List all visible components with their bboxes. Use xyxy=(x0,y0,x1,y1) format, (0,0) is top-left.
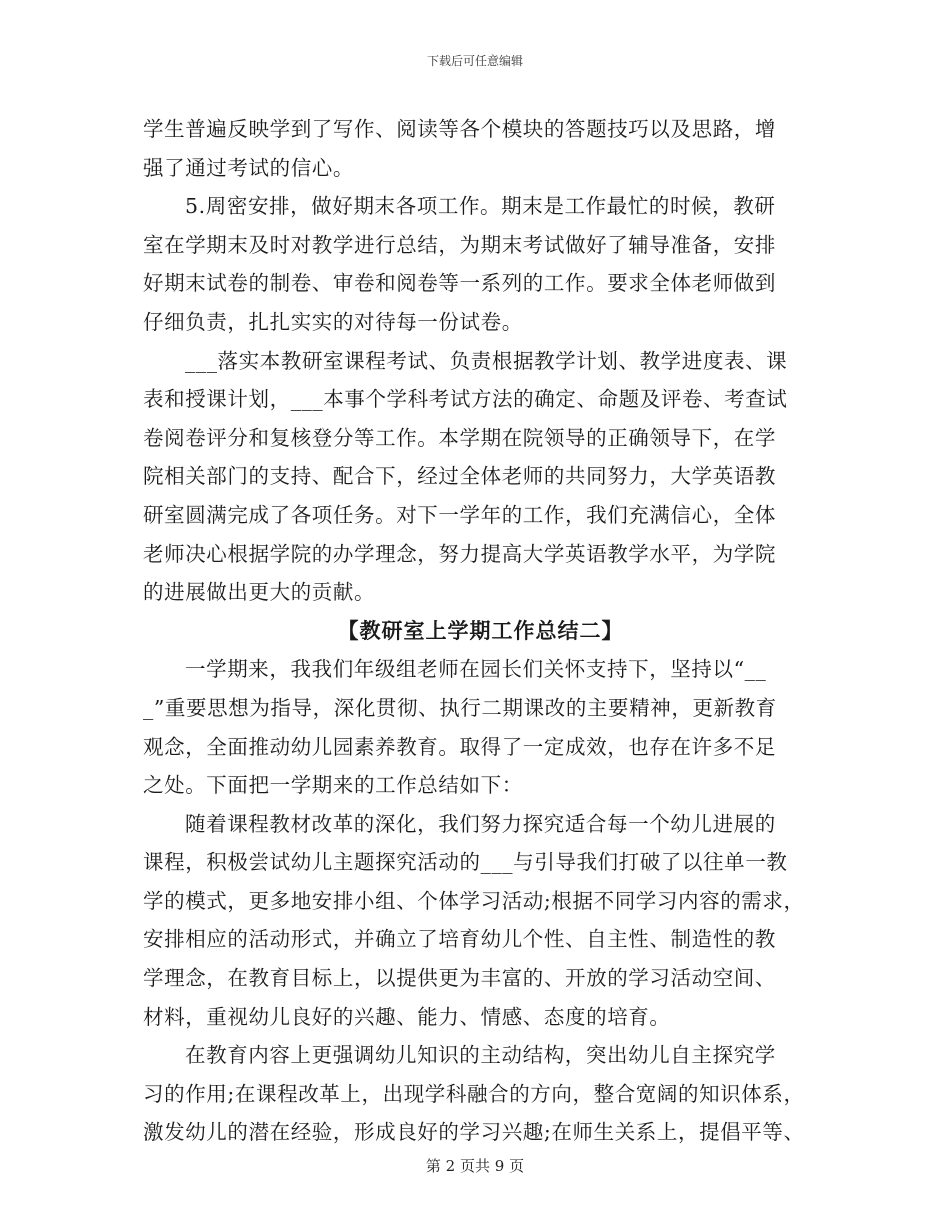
text-line: 室在学期末及时对教学进行总结，为期末考试做好了辅导准备，安排 xyxy=(143,232,776,257)
text-line: 表和授课计划，___本事个学科考试方法的确定、命题及评卷、考查试 xyxy=(143,387,788,412)
text-line: 研室圆满完成了各项任务。对下一学年的工作，我们充满信心，全体 xyxy=(143,502,776,527)
text-line: 学理念，在教育目标上，以提供更为丰富的、开放的学习活动空间、 xyxy=(143,966,776,991)
page-header: 下载后可任意编辑 xyxy=(426,54,523,68)
section-heading: 【教研室上学期工作总结二】 xyxy=(337,617,624,643)
text-line: 课程，积极尝试幼儿主题探究活动的___与引导我们打破了以往单一教 xyxy=(143,850,788,875)
text-line: 仔细负责，扎扎实实的对待每一份试卷。 xyxy=(143,309,523,334)
paragraph-start: 5.周密安排，做好期末各项工作。期末是工作最忙的时候，教研 xyxy=(185,194,776,219)
text-line: 卷阅卷评分和复核登分等工作。本学期在院领导的正确领导下，在学 xyxy=(143,425,776,450)
text-line: 强了通过考试的信心。 xyxy=(143,155,354,180)
text-line: 老师决心根据学院的办学理念，努力提高大学英语教学水平，为学院 xyxy=(143,541,776,566)
text-line: 观念，全面推动幼儿园素养教育。取得了一定成效，也存在许多不足 xyxy=(143,734,776,759)
paragraph-start: ___落实本教研室课程考试、负责根据教学计划、教学进度表、课 xyxy=(185,348,788,373)
paragraph-start: 在教育内容上更强调幼儿知识的主动结构，突出幼儿自主探究学 xyxy=(185,1043,776,1068)
page-footer: 第 2 页共 9 页 xyxy=(425,1157,525,1175)
text-line: 习的作用;在课程改革上，出现学科融合的方向，整合宽阔的知识体系， xyxy=(143,1081,805,1106)
text-line: 激发幼儿的潜在经验，形成良好的学习兴趣;在师生关系上，提倡平等、 xyxy=(143,1120,805,1145)
text-line: _”重要思想为指导，深化贯彻、执行二期课改的主要精神，更新教育 xyxy=(143,695,777,720)
paragraph-start: 一学期来，我我们年级组老师在园长们关怀支持下，坚持以“__ xyxy=(185,657,767,682)
text-line: 安排相应的活动形式，并确立了培育幼儿个性、自主性、制造性的教 xyxy=(143,927,776,952)
text-line: 学的模式，更多地安排小组、个体学习活动;根据不同学习内容的需求， xyxy=(143,888,805,913)
text-line: 好期末试卷的制卷、审卷和阅卷等一系列的工作。要求全体老师做到 xyxy=(143,271,776,296)
text-line: 院相关部门的支持、配合下，经过全体老师的共同努力，大学英语教 xyxy=(143,464,776,489)
text-line: 的进展做出更大的贡献。 xyxy=(143,580,376,605)
text-line: 之处。下面把一学期来的工作总结如下： xyxy=(143,773,523,798)
paragraph-start: 随着课程教材改革的深化，我们努力探究适合每一个幼儿进展的 xyxy=(185,811,776,836)
document-body xyxy=(143,110,818,1152)
text-line: 材料，重视幼儿良好的兴趣、能力、情感、态度的培育。 xyxy=(143,1004,671,1029)
text-line: 学生普遍反映学到了写作、阅读等各个模块的答题技巧以及思路，增 xyxy=(143,117,776,141)
